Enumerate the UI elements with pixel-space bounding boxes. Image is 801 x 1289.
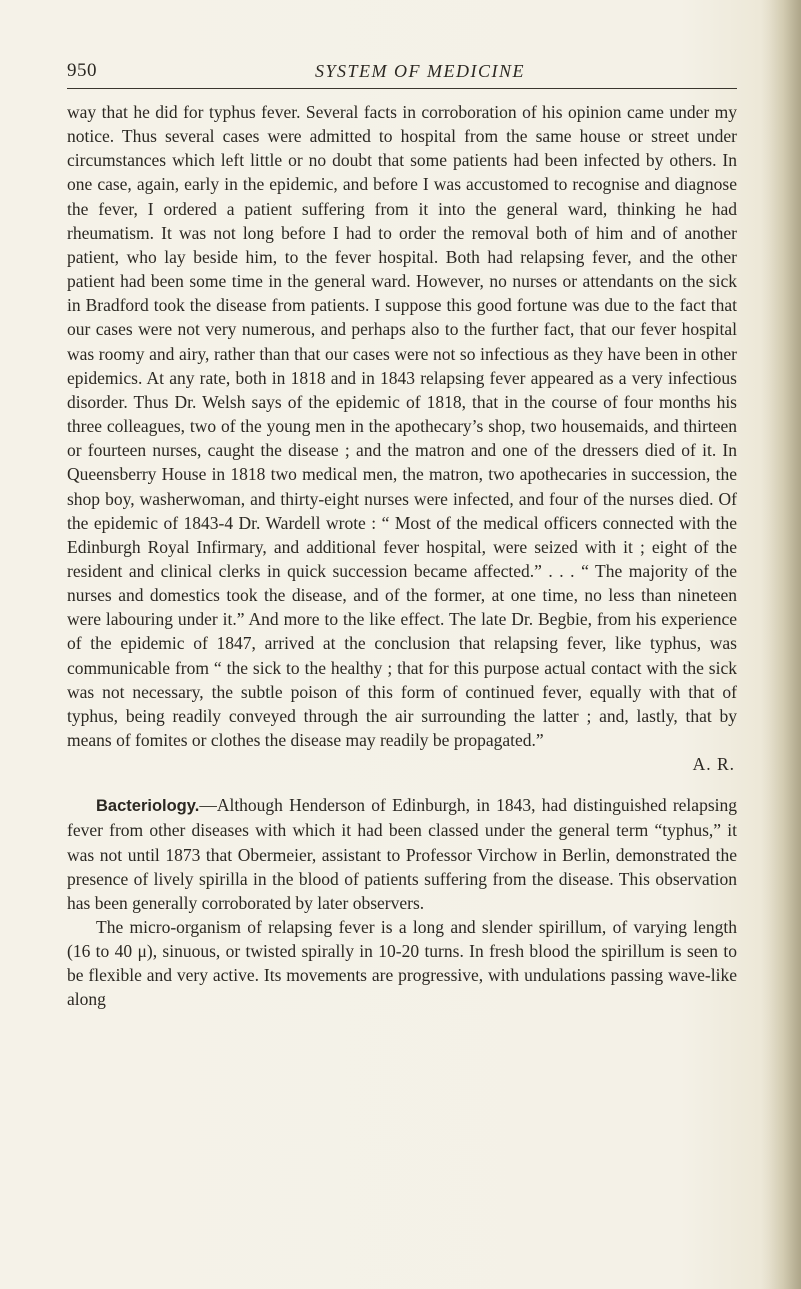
- author-signature: A. R.: [692, 754, 735, 775]
- micro-organism-paragraph: The micro-organism of relapsing fever is a long and slender spirillum, of varying length (16 to 40 μ), sinuous, or twisted spirally in 10-20 turns. In fresh blood the spirillum is seen to be flexible and very active. Its movements are progressive, with undulations passing wave-like along: [67, 917, 737, 1010]
- header-rule: [67, 88, 737, 89]
- section-heading: Bacteriology.: [96, 797, 200, 816]
- page-number: 950: [67, 60, 97, 81]
- paragraph-continued: way that he did for typhus fever. Several facts in corroboration of his opinion came under my notice. Thus several cases were admitted to hospital from the same house or street under circumstances which left little or no doubt that some patients had been infected by others. In one case, again, early in the epidemic, and before I was accustomed to recognise and diagnose the fever, I ordered a patient suffering from it into the general ward, thinking he had rheumatism. It was not long before I had to order the removal both of him and of another patient, who lay beside him, to the fever hospital. Both had relapsing fever, and the other patient had been some time in the general ward. However, no nurses or attendants on the sick in Bradford took the disease from patients. I suppose this good fortune was due to the fact that our cases were not very numerous, and perhaps also to the further fact, that our fever hospital was roomy and airy, rather than that our cases were not so infectious as they have been in other epidemics. At any rate, both in 1818 and in 1843 relapsing fever appeared as a very infectious disorder. Thus Dr. Welsh says of the epidemic of 1818, that in the course of four months his three colleagues, two of the young men in the apothecary’s shop, two housemaids, and thirteen or fourteen nurses, caught the disease ; and the matron and one of the dressers died of it. In Queensberry House in 1818 two medical men, the matron, two apothecaries in succession, the shop boy, washerwoman, and thirty-eight nurses were infected, and four of the nurses died. Of the epidemic of 1843-4 Dr. Wardell wrote : “ Most of the medical officers connected with the Edinburgh Royal Infirmary, and additional fever hospital, were seized with it ; eight of the resident and clinical clerks in quick succession became affected.” . . . “ The majority of the nurses and domestics took the disease, and of the former, at one time, no less than nineteen were labouring under it.” And more to the like effect. The late Dr. Begbie, from his experience of the epidemic of 1847, arrived at the conclusion that relapsing fever, like typhus, was communicable from “ the sick to the healthy ; that for this purpose actual contact with the sick was not necessary, the subtle poison of this form of continued fever, equally with that of typhus, being readily conveyed through the air surrounding the latter ; and, lastly, that by means of fomites or clothes the disease may readily be propagated.”: [67, 102, 737, 751]
- body-text: [67, 100, 737, 1012]
- bacteriology-text: —Although Henderson of Edinburgh, in 1843, had distinguished relapsing fever from other diseases with which it had been classed under the general term “typhus,” it was not until 1873 that Obermeier, assistant to Professor Virchow in Berlin, demonstrated the presence of lively spirilla in the blood of patients suffering from the disease. This observation has been generally corroborated by later observers.: [67, 795, 737, 913]
- page-edge-shadow: [761, 0, 801, 1289]
- running-head: [67, 58, 737, 84]
- running-title: SYSTEM OF MEDICINE: [315, 61, 525, 81]
- bacteriology-paragraph: [67, 793, 737, 915]
